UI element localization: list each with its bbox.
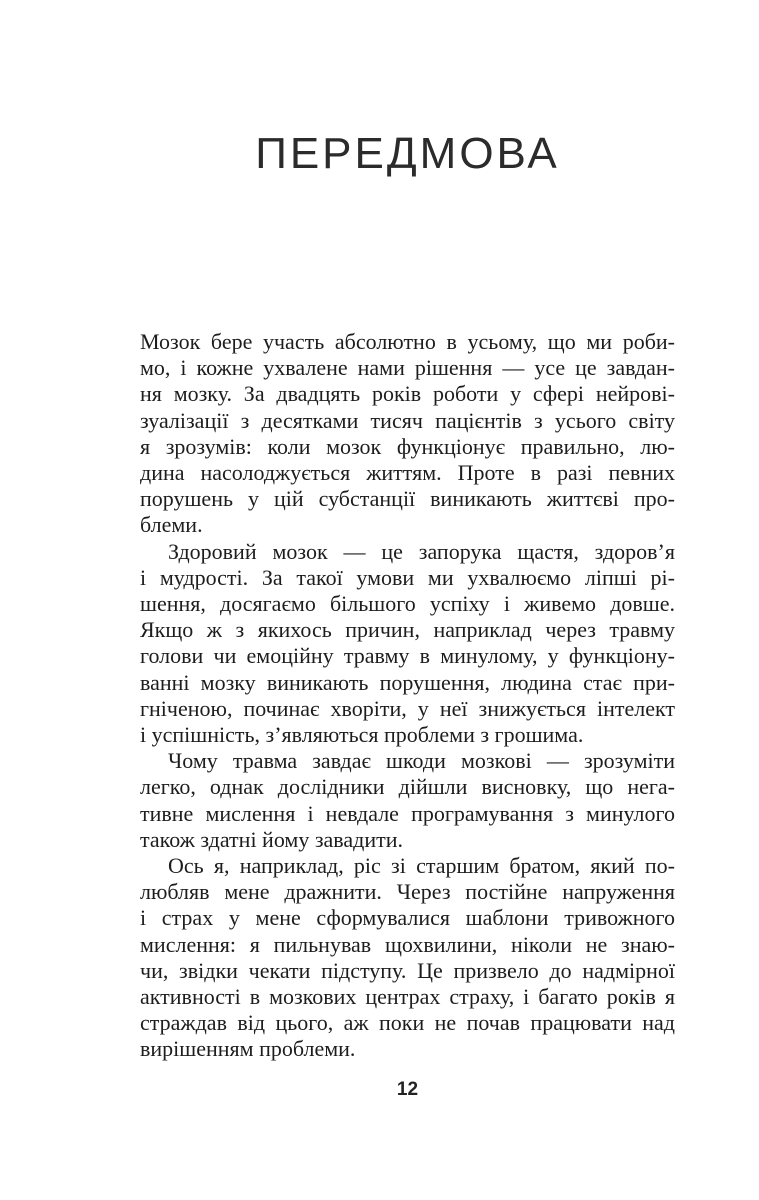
text-line: і страх у мене сформувалися шаблони тривожного — [140, 905, 675, 931]
text-line: і успішність, з’являються проблеми з грошима. — [140, 722, 584, 748]
text-line: і мудрості. За такої умови ми ухвалюємо ліпші рі- — [140, 564, 675, 590]
text-line: також здатні йому завадити. — [140, 826, 404, 852]
text-line: любляв мене дражнити. Через постійне напруження — [140, 879, 675, 905]
chapter-title: ПЕРЕДМОВА — [255, 129, 560, 178]
text-line: мислення: я пильнував щохвилини, ніколи не знаю- — [140, 931, 675, 957]
text-line: Здоровий мозок — це запорука щастя, здоров’я — [168, 538, 675, 564]
text-line: мо, і кожне ухвалене нами рішення — усе це завдан- — [140, 355, 675, 381]
text-line: голови чи емоційну травму в минулому, у функціону- — [140, 643, 675, 669]
text-line: активності в мозкових центрах страху, і багато років я — [140, 984, 675, 1010]
text-line: тивне мислення і невдале програмування з минулого — [140, 800, 675, 826]
paragraph — [140, 329, 675, 539]
text-line: Мозок бере участь абсолютно в усьому, що ми роби- — [140, 329, 675, 354]
text-line: гніченою, починає хворіти, у неї знижується інтелект — [140, 695, 675, 721]
text-line: Якщо ж з якихось причин, наприклад через травму — [140, 617, 675, 643]
paragraph — [140, 853, 675, 1063]
text-line: легко, однак дослідники дійшли висновку, що нега- — [140, 774, 675, 800]
text-line: зуалізації з десятками тисяч пацієнтів з усього світу — [140, 407, 675, 433]
text-line: Ось я, наприклад, ріс зі старшим братом, який по- — [168, 853, 675, 879]
text-line: вирішенням проблеми. — [140, 1036, 356, 1062]
body-text — [140, 329, 675, 1063]
text-line: шення, досягаємо більшого успіху і живемо довше. — [140, 591, 675, 617]
text-line: я зрозумів: коли мозок функціонує правильно, лю- — [140, 433, 675, 459]
text-line: страждав від цього, аж поки не почав працювати над — [140, 1010, 675, 1036]
text-line: чи, звідки чекати підступу. Це призвело до надмірної — [140, 957, 675, 983]
paragraph — [140, 539, 675, 749]
paragraph — [140, 748, 675, 853]
text-line: дина насолоджується життям. Проте в разі певних — [140, 460, 675, 486]
text-line: ня мозку. За двадцять років роботи у сфері нейрові- — [140, 381, 675, 407]
text-line: порушень у цій субстанції виникають життєві про- — [140, 486, 675, 512]
text-line: блеми. — [140, 512, 203, 538]
page-number: 12 — [396, 1079, 419, 1100]
text-line: ванні мозку виникають порушення, людина стає при- — [140, 669, 675, 695]
text-line: Чому травма завдає шкоди мозкові — зрозуміти — [168, 748, 675, 774]
